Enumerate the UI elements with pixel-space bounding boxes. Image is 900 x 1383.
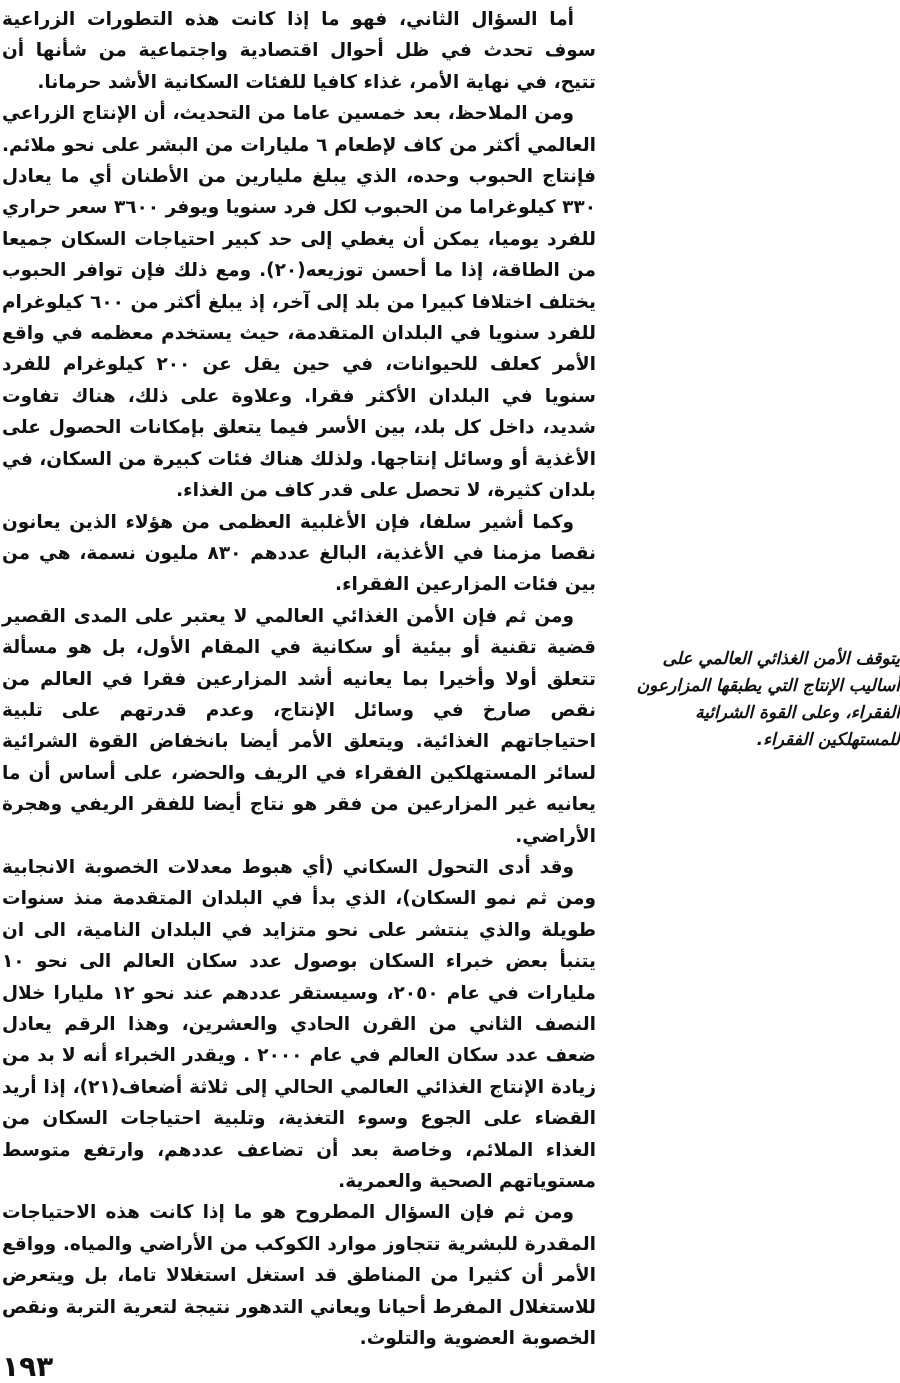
paragraph-chronic-hunger: وكما أشير سلفا، فإن الأغلبية العظمى من هؤلاء الذين يعانون نقصا مزمنا في الأغذية، البالغ عددهم ٨٣٠ مليون نسمة، هي من بين فئات المزارعين الفقراء.: [2, 511, 597, 596]
paragraph-global-production: ومن الملاحظ، بعد خمسين عاما من التحديث، أن الإنتاج الزراعي العالمي أكثر من كاف لإطعام ٦ مليارات من البشر على نحو ملائم. فإنتاج الحبوب وحده، الذي يبلغ مليارين من الأطنان أي ما يعادل ٣٣٠ كيلوغراما من الحبوب لكل فرد سنويا ويوفر ٣٦٠٠ سعر حراري للفرد يوميا، يمكن أن يغطي إلى حد كبير احتياجات السكان جميعا من الطاقة، إذا ما أحسن توزيعه(٢٠). ومع ذلك فإن توافر الحبوب يختلف اختلافا كبيرا من بلد إلى آخر، إذ يبلغ أكثر من ٦٠٠ كيلوغرام للفرد سنويا في البلدان المتقدمة، حيث يستخدم معظمه في واقع الأمر كعلف للحيوانات، في حين يقل عن ٢٠٠ كيلوغرام للفرد سنويا في البلدان الأكثر فقرا. وعلاوة على ذلك، هناك تفاوت شديد، داخل كل بلد، بين الأسر فيما يتعلق بإمكانات الحصول على الأغذية أو وسائل إنتاجها. ولذلك هناك فئات كبيرة من السكان، في بلدان كثيرة، لا تحصل على قدر كاف من الغذاء.: [2, 103, 597, 502]
page-number: ١٩٣: [2, 1350, 54, 1383]
paragraph-second-question: أما السؤال الثاني، فهو ما إذا كانت هذه التطورات الزراعية سوف تحدث في ظل أحوال اقتصادية واجتماعية من شأنها أن تتيح، في نهاية الأمر، غذاء كافيا للفئات السكانية الأشد حرمانا.: [2, 9, 596, 93]
pull-quote: يتوقف الأمن الغذائي العالمي على أساليب الإنتاج التي يطبقها المزارعون الفقراء، وعلى القوة الشرائية للمستهلكين الفقراء.: [636, 649, 900, 750]
article-body: [2, 4, 596, 1354]
paragraph-food-security: ومن ثم فإن الأمن الغذائي العالمي لا يعتبر على المدى القصير قضية تقنية أو بيئية أو سكانية في المقام الأول، بل هو مسألة تتعلق أولا وأخيرا بما يعانيه أشد المزارعين فقرا في العالم من نقص صارخ في وسائل الإنتاج، وعدم قدرتهم على تلبية احتياجاتهم الغذائية. ويتعلق الأمر أيضا بانخفاض القوة الشرائية لسائر المستهلكين الفقراء في الريف والحضر، على أساس أن ما يعانيه غير المزارعين من فقر هو نتاج أيضا للفقر الريفي وهجرة الأراضي.: [2, 605, 596, 847]
paragraph-resources-question: ومن ثم فإن السؤال المطروح هو ما إذا كانت هذه الاحتياجات المقدرة للبشرية تتجاوز موارد الكوكب من الأراضي والمياه. وواقع الأمر أن كثيرا من المناطق قد استغل استغلالا تاما، بل ويتعرض للاستغلال المفرط أحيانا ويعاني التدهور نتيجة لتعرية التربة ونقص الخصوبة العضوية والتلوث.: [2, 1202, 596, 1350]
paragraph-demographic-transition: وقد أدى التحول السكاني (أي هبوط معدلات الخصوبة الانجابية ومن ثم نمو السكان)، الذي بدأ في البلدان المتقدمة منذ سنوات طويلة والذي ينتشر على نحو متزايد في البلدان النامية، الى ان يتنبأ بعض خبراء السكان بوصول عدد سكان العالم الى نحو ١٠ مليارات في عام ٢٠٥٠، وسيستقر عددهم عند نحو ١٢ مليارا خلال النصف الثاني من القرن الحادي والعشرين، وهذا الرقم يعادل ضعف عدد سكان العالم في عام ٢٠٠٠ . ويقدر الخبراء أنه لا بد من زيادة الإنتاج الغذائي العالمي الحالي إلى ثلاثة أضعاف(٢١)، إذا أريد القضاء على الجوع وسوء التغذية، وتلبية احتياجات السكان من الغذاء الملائم، وخاصة بعد أن تضاعف عددهم، وارتفع متوسط مستوياتهم الصحية والعمرية.: [2, 856, 596, 1193]
